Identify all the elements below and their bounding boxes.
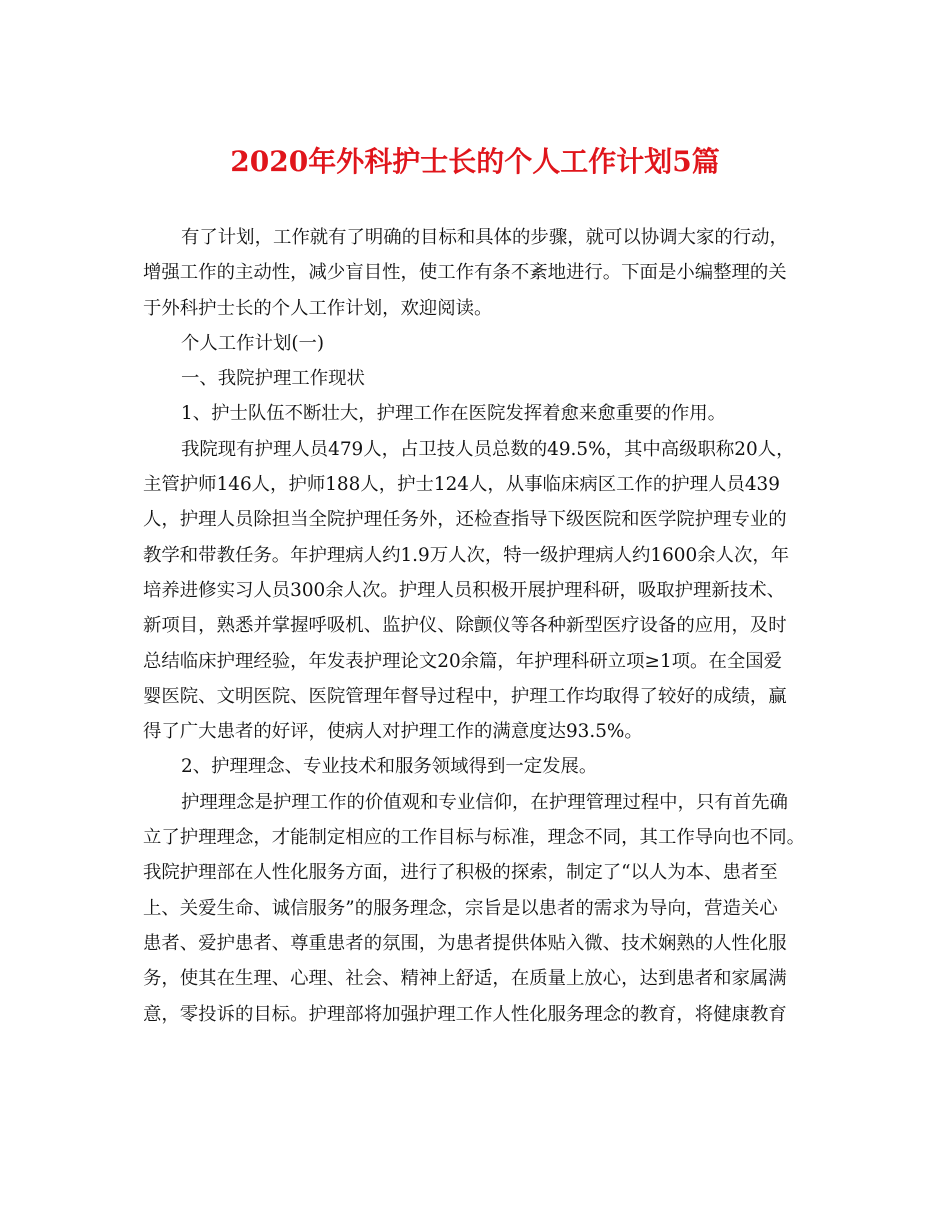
text-line: 新项目，熟悉并掌握呼吸机、监护仪、除颤仪等各种新型医疗设备的应用，及时 — [143, 615, 787, 637]
text-line: 一、我院护理工作现状 — [181, 368, 365, 390]
text-line: 患者、爱护患者、尊重患者的氛围，为患者提供体贴入微、技术娴熟的人性化服 — [143, 932, 787, 954]
text-line: 个人工作计划(一) — [181, 332, 325, 354]
text-line: 得了广大患者的好评，使病人对护理工作的满意度达93.5%。 — [143, 721, 643, 743]
intro-paragraph — [143, 220, 815, 326]
subheading-team-growth — [143, 396, 815, 431]
text-line: 2、护理理念、专业技术和服务领域得到一定发展。 — [181, 756, 598, 778]
text-line: 务，使其在生理、心理、社会、精神上舒适，在质量上放心，达到患者和家属满 — [143, 968, 787, 990]
section-heading-current-status — [143, 361, 815, 396]
subheading-nursing-philosophy — [143, 749, 815, 784]
section-heading-plan-one — [143, 326, 815, 361]
text-line: 意，零投诉的目标。护理部将加强护理工作人性化服务理念的教育，将健康教育 — [143, 1003, 787, 1025]
text-line: 上、关爱生命、诚信服务”的服务理念，宗旨是以患者的需求为导向，营造关心 — [143, 897, 778, 919]
text-line: 立了护理理念，才能制定相应的工作目标与标准，理念不同，其工作导向也不同。 — [143, 827, 806, 849]
text-line: 护理理念是护理工作的价值观和专业信仰，在护理管理过程中，只有首先确 — [181, 791, 788, 813]
text-line: 有了计划，工作就有了明确的目标和具体的步骤，就可以协调大家的行动， — [181, 227, 788, 248]
document-title: 2020年外科护士长的个人工作计划5篇 — [230, 145, 720, 178]
staff-statistics-paragraph — [143, 432, 815, 750]
document-body — [143, 220, 815, 1032]
text-line: 于外科护士长的个人工作计划，欢迎阅读。 — [143, 297, 493, 319]
text-line: 婴医院、文明医院、医院管理年督导过程中，护理工作均取得了较好的成绩，赢 — [143, 685, 787, 707]
text-line: 1、护士队伍不断壮大，护理工作在医院发挥着愈来愈重要的作用。 — [181, 403, 727, 425]
text-line: 我院护理部在人性化服务方面，进行了积极的探索，制定了“以人为本、患者至 — [143, 862, 778, 884]
text-line: 增强工作的主动性，减少盲目性，使工作有条不紊地进行。下面是小编整理的关 — [143, 262, 787, 284]
text-line: 主管护师146人，护师188人，护士124人，从事临床病区工作的护理人员439 — [143, 474, 780, 496]
text-line: 培养进修实习人员300余人次。护理人员积极开展护理科研，吸取护理新技术、 — [143, 579, 785, 601]
text-line: 教学和带教任务。年护理病人约1.9万人次，特一级护理病人约1600余人次，年 — [143, 544, 790, 566]
text-line: 总结临床护理经验，年发表护理论文20余篇，年护理科研立项≥1项。在全国爱 — [143, 650, 783, 672]
text-line: 我院现有护理人员479人，占卫技人员总数的49.5%，其中高级职称20人， — [181, 438, 795, 460]
text-line: 人，护理人员除担当全院护理任务外，还检查指导下级医院和医学院护理专业的 — [143, 509, 787, 531]
philosophy-paragraph — [143, 785, 815, 1032]
